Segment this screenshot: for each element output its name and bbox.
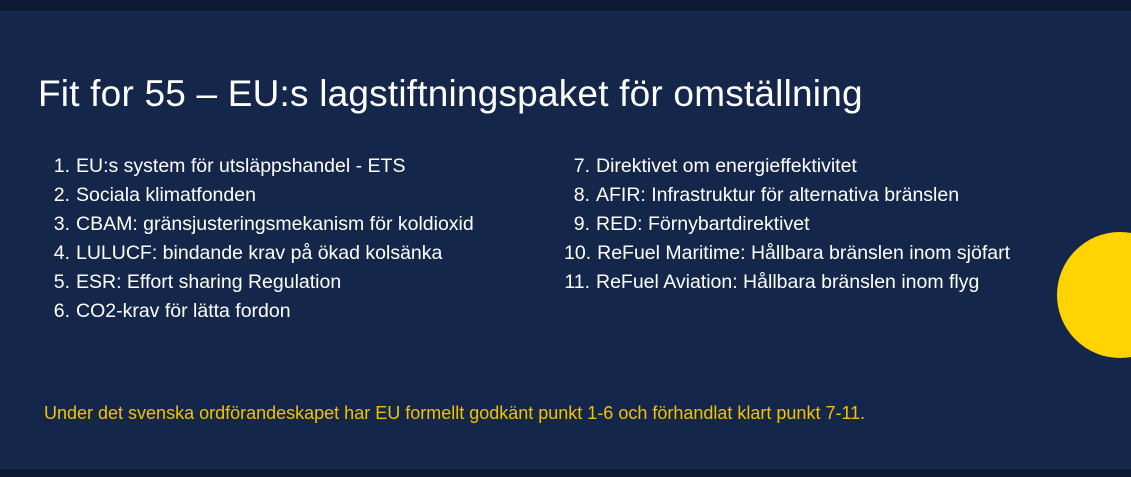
list-item — [564, 181, 1084, 210]
list-item — [564, 152, 1084, 181]
list-item — [44, 239, 564, 268]
list-item-label: AFIR: Infrastruktur för alternativa bränslen — [596, 184, 960, 206]
list-item-label: CBAM: gränsjusteringsmekanism för koldioxid — [76, 213, 474, 235]
list-item-number: 2. — [53, 184, 70, 206]
list-item-label: RED: Förnybartdirektivet — [596, 213, 810, 235]
list-item-number: 8. — [573, 184, 590, 206]
list-item-number: 4. — [53, 242, 70, 264]
list-item-number: 10. — [564, 242, 592, 264]
right-list-column — [564, 152, 1084, 326]
list-item-label: Sociala klimatfonden — [76, 184, 256, 206]
list-item-number: 6. — [53, 300, 70, 322]
list-item-number: 1. — [53, 155, 70, 177]
list-item-label: Direktivet om energieffektivitet — [596, 155, 857, 177]
list-item-number: 3. — [53, 213, 70, 235]
list-item-label: ESR: Effort sharing Regulation — [76, 271, 342, 293]
list-item-label: ReFuel Maritime: Hållbara bränslen inom sjöfart — [597, 242, 1011, 264]
list-item — [44, 152, 564, 181]
list-item-label: ReFuel Aviation: Hållbara bränslen inom flyg — [596, 271, 980, 293]
list-item — [44, 268, 564, 297]
list-item-number: 9. — [573, 213, 590, 235]
bottom-border-bar — [0, 469, 1131, 477]
list-item — [564, 268, 1084, 297]
list-item — [44, 297, 564, 326]
list-item-number: 7. — [573, 155, 590, 177]
list-item — [564, 210, 1084, 239]
left-list-column — [44, 152, 564, 326]
list-item-label: LULUCF: bindande krav på ökad kolsänka — [76, 242, 443, 264]
top-border-bar — [0, 0, 1131, 11]
list-item — [44, 210, 564, 239]
list-item — [44, 181, 564, 210]
list-item-number: 5. — [53, 271, 70, 293]
list-columns — [44, 152, 1094, 326]
list-item-number: 11. — [564, 271, 590, 293]
list-item — [564, 239, 1084, 268]
footnote-text: Under det svenska ordförandeskapet har EU formellt godkänt punkt 1-6 och förhandlat klart punkt 7-11. — [44, 403, 866, 423]
list-item-label: CO2-krav för lätta fordon — [76, 300, 291, 322]
page-title: Fit for 55 – EU:s lagstiftningspaket för omställning — [38, 72, 863, 114]
list-item-label: EU:s system för utsläppshandel - ETS — [76, 155, 406, 177]
